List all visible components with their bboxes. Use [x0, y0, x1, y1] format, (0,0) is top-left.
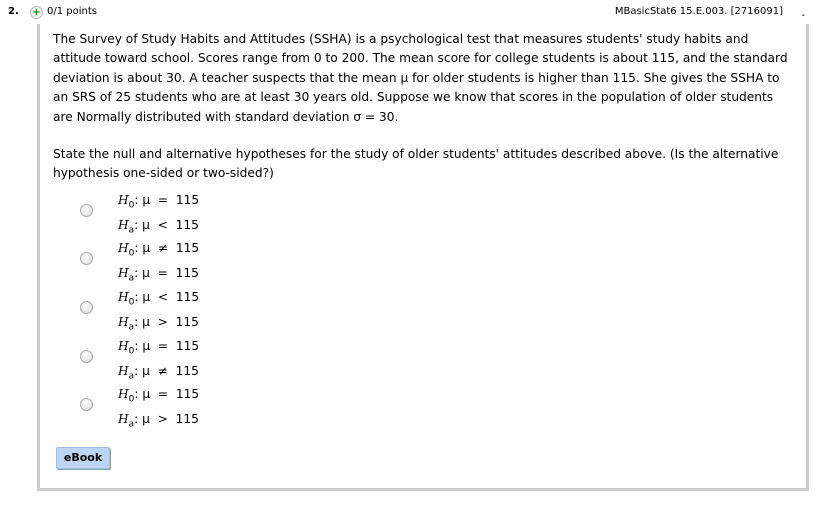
h-label: H	[118, 241, 129, 255]
h-label: H	[118, 364, 129, 379]
null-sub: 0	[128, 346, 135, 357]
question-reference: MBasicStat6 15.E.003. [2716091]	[614, 6, 783, 17]
null-sub: 0	[128, 297, 135, 308]
null-hypothesis: : μ = 115	[134, 193, 200, 207]
alternative-hypothesis: : μ > 115	[134, 412, 199, 427]
alt-sub: a	[128, 322, 135, 333]
alt-sub: a	[128, 371, 135, 382]
hypotheses	[118, 385, 199, 435]
radio-button[interactable]	[80, 204, 93, 217]
points-label: 0/1 points	[47, 6, 97, 17]
alternative-hypothesis: : μ < 115	[134, 218, 199, 233]
question-prompt: State the null and alternative hypotheses for the study of older students' attitudes described above. (Is the alternative hypothesis one-sided or two-sided?)	[53, 147, 779, 181]
null-hypothesis: : μ = 115	[134, 387, 200, 401]
h-label: H	[118, 339, 129, 353]
alt-sub: a	[128, 419, 135, 430]
null-sub: 0	[128, 200, 135, 211]
null-sub: 0	[128, 394, 135, 405]
h-label: H	[118, 387, 129, 401]
h-label: H	[118, 412, 129, 427]
radio-button[interactable]	[80, 252, 93, 265]
ebook-button[interactable]: eBook	[56, 447, 110, 469]
question-number: 2.	[8, 6, 19, 17]
h-label: H	[118, 266, 129, 281]
alt-sub: a	[128, 273, 135, 284]
null-sub: 0	[128, 248, 135, 259]
null-hypothesis: : μ < 115	[134, 290, 200, 304]
radio-button[interactable]	[80, 398, 93, 411]
null-hypothesis: : μ ≠ 115	[134, 241, 200, 255]
alternative-hypothesis: : μ ≠ 115	[134, 364, 199, 379]
question-box	[37, 24, 809, 491]
h-label: H	[118, 315, 129, 330]
radio-button[interactable]	[80, 350, 93, 363]
alternative-hypothesis: : μ > 115	[134, 315, 199, 330]
h-label: H	[118, 290, 129, 304]
question-header	[0, 6, 827, 22]
h-label: H	[118, 193, 129, 207]
dash: -	[801, 10, 805, 21]
hypotheses	[118, 239, 199, 289]
hypotheses	[118, 288, 199, 338]
null-hypothesis: : μ = 115	[134, 339, 200, 353]
radio-button[interactable]	[80, 301, 93, 314]
h-label: H	[118, 218, 129, 233]
question-paragraph: The Survey of Study Habits and Attitudes (SSHA) is a psychological test that measures students' study habits and attitude toward school. Scores range from 0 to 200. The mean score for college students is about 115, and the standard deviation is about 30. A teacher suspects that the mean μ for older students is higher than 115. She gives the SSHA to an SRS of 25 students who are at least 30 years old. Suppose we know that scores in the population of older students are Normally distributed with standard deviation σ = 30.	[53, 32, 788, 124]
expand-plus-icon[interactable]: +	[30, 6, 43, 19]
hypotheses	[118, 337, 199, 387]
alt-sub: a	[128, 225, 135, 236]
hypotheses	[118, 191, 199, 241]
alternative-hypothesis: : μ = 115	[134, 266, 199, 281]
